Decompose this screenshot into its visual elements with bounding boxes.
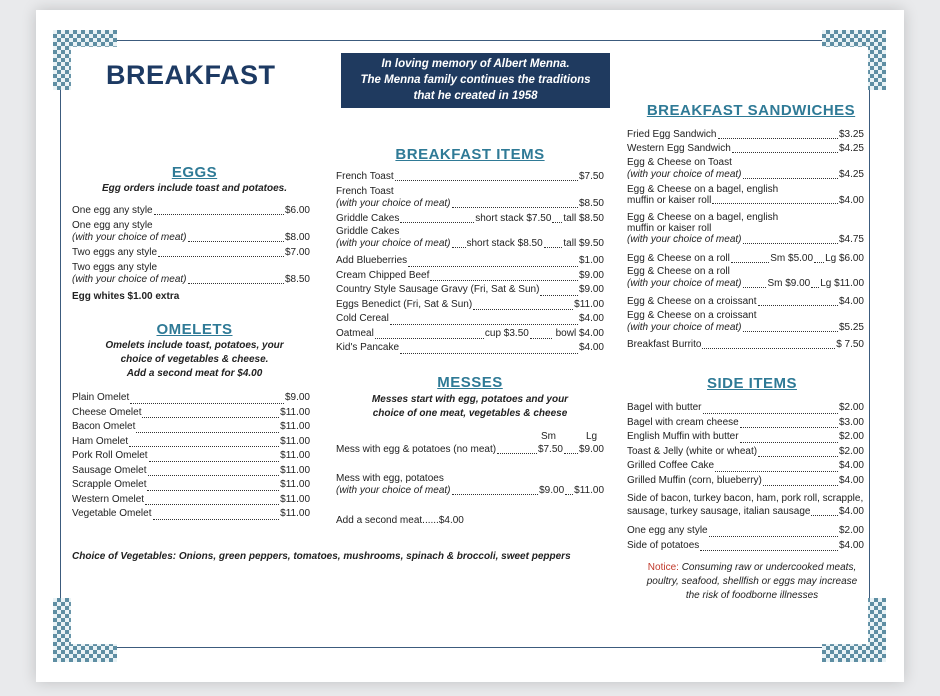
breakfast-items-list — [336, 171, 604, 356]
foodborne-notice — [627, 561, 877, 603]
item-price: $11.00 — [280, 421, 310, 432]
list-item — [336, 186, 604, 210]
list-item — [627, 310, 864, 334]
item-price: $9.00 — [578, 284, 604, 295]
item-note: (with your choice of meat) — [336, 238, 451, 249]
item-price: $5.25 — [838, 322, 864, 333]
item-price: $8.50 — [578, 198, 604, 209]
list-item — [627, 401, 864, 416]
omelets-list — [72, 391, 310, 522]
list-item — [72, 478, 310, 493]
item-price: $4.25 — [838, 143, 864, 154]
item-price: $8.00 — [284, 232, 310, 243]
item-name: French Toast — [336, 171, 394, 182]
item-price: $11.00 — [280, 493, 310, 505]
list-item — [627, 212, 864, 246]
item-note: (with your choice of meat) — [72, 274, 187, 285]
item-price-sm: $9.00 — [539, 485, 565, 496]
item-price: $11.00 — [280, 464, 310, 476]
item-price: $4.00 — [838, 296, 864, 307]
list-item — [336, 254, 604, 269]
item-name: Two eggs any style — [72, 247, 158, 258]
item-price: $9.50 — [578, 238, 604, 249]
item-price: $2.00 — [838, 445, 864, 457]
item-name: Bagel with butter — [627, 402, 702, 413]
list-item — [72, 220, 310, 244]
list-item — [336, 473, 604, 497]
memorial-line: The Menna family continues the traditions — [360, 74, 591, 86]
item-price: $4.75 — [838, 234, 864, 245]
item-name: Egg & Cheese on Toast — [627, 157, 732, 168]
list-item — [627, 459, 864, 474]
item-name-cont: muffin or kaiser roll — [627, 195, 712, 206]
item-name: One egg any style — [627, 525, 708, 536]
item-name: Cold Cereal — [336, 313, 389, 324]
size-sm-label: Sm — [541, 431, 556, 442]
item-price-lg: $11.00 — [574, 485, 604, 496]
eggs-subtitle: Egg orders include toast and potatoes. — [101, 183, 288, 194]
item-price: $11.00 — [280, 450, 310, 461]
item-price: $11.00 — [280, 508, 310, 519]
messes-list — [336, 444, 604, 527]
list-item — [627, 539, 864, 554]
item-note: (with your choice of meat) — [627, 169, 742, 180]
item-name: One egg any style — [72, 205, 153, 216]
item-option: short stack $8.50 — [466, 238, 543, 249]
item-name: Sausage Omelet — [72, 464, 147, 476]
egg-whites-extra: Egg whites $1.00 extra — [72, 291, 180, 302]
item-name: Egg & Cheese on a bagel, english — [627, 212, 779, 223]
item-price: $6.00 — [284, 205, 310, 216]
item-price: $11.00 — [280, 435, 310, 447]
item-name: Kid's Pancake — [336, 342, 400, 353]
item-option: Lg — [825, 253, 837, 264]
item-name: Toast & Jelly (white or wheat) — [627, 445, 758, 457]
list-item — [336, 171, 604, 183]
list-item — [336, 312, 604, 327]
item-name: Cream Chipped Beef — [336, 269, 430, 281]
item-name: Ham Omelet — [72, 435, 129, 447]
item-option: Sm $5.00 — [770, 253, 814, 264]
omelets-title: OMELETS — [156, 321, 233, 338]
size-lg-label: Lg — [586, 431, 598, 442]
item-name: Egg & Cheese on a roll — [627, 253, 730, 264]
item-name: Mess with egg & potatoes (no meat) — [336, 444, 497, 455]
item-price: $11.00 — [280, 479, 310, 490]
menu-title: BREAKFAST — [106, 60, 276, 90]
item-option: tall — [563, 238, 577, 249]
side-items-list — [627, 401, 864, 553]
omelets-subtitle — [72, 339, 317, 381]
item-name: Country Style Sausage Gravy (Fri, Sat & Sun) — [336, 284, 540, 295]
item-name: Bagel with cream cheese — [627, 416, 739, 428]
item-option: Lg — [820, 278, 832, 289]
list-item — [336, 226, 604, 250]
item-price: $11.00 — [574, 298, 604, 310]
item-name: Side of bacon, turkey bacon, ham, pork roll, scrapple, — [627, 493, 864, 504]
item-name: French Toast — [336, 186, 394, 197]
item-option: cup $3.50 — [484, 327, 529, 339]
item-name: Western Omelet — [72, 493, 145, 505]
list-item — [627, 266, 864, 290]
list-item — [627, 184, 864, 206]
notice-line: poultry, seafood, shellfish or eggs may increase — [646, 576, 858, 587]
list-item — [72, 420, 310, 435]
list-item — [627, 129, 864, 141]
subtitle-line: Add a second meat for $4.00 — [126, 368, 263, 379]
list-item — [72, 205, 310, 217]
messes-title: MESSES — [437, 374, 503, 391]
list-item — [72, 391, 310, 406]
item-note: (with your choice of meat) — [336, 485, 451, 496]
notice-line: Consuming raw or undercooked meats, — [681, 562, 857, 573]
list-item — [627, 157, 864, 181]
item-name: Side of potatoes — [627, 539, 700, 551]
list-item — [336, 269, 604, 284]
item-name: Egg & Cheese on a croissant — [627, 296, 757, 307]
memorial-line: that he created in 1958 — [413, 90, 538, 102]
item-price: $9.00 — [578, 269, 604, 281]
item-price: $8.50 — [578, 213, 604, 224]
list-item — [627, 474, 864, 489]
list-item — [72, 449, 310, 464]
item-name: Cheese Omelet — [72, 406, 142, 418]
item-price: $4.00 — [838, 460, 864, 471]
list-item — [627, 296, 864, 308]
item-price: $3.25 — [838, 129, 864, 140]
sandwiches-title: BREAKFAST SANDWICHES — [646, 102, 856, 119]
item-price: $2.00 — [838, 402, 864, 413]
item-price: $4.00 — [578, 313, 604, 324]
item-name-cont: muffin or kaiser roll — [627, 223, 712, 234]
item-name: Plain Omelet — [72, 392, 130, 403]
vegetables-note: Choice of Vegetables: Onions, green peppers, tomatoes, mushrooms, spinach & broccoli, sweet peppers — [72, 551, 571, 562]
item-note: (with your choice of meat) — [336, 198, 451, 209]
messes-subtitle — [336, 393, 604, 421]
item-price: $4.00 — [578, 327, 604, 339]
list-item — [627, 492, 864, 518]
item-price: $2.00 — [838, 431, 864, 442]
item-name: Griddle Cakes — [336, 213, 400, 224]
item-price: $4.00 — [838, 539, 864, 551]
item-note: (with your choice of meat) — [72, 232, 187, 243]
breakfast-items-title: BREAKFAST ITEMS — [395, 146, 545, 163]
list-item — [627, 339, 864, 351]
item-option: short stack $7.50 — [475, 213, 552, 224]
notice-label: Notice: — [647, 562, 679, 573]
list-item — [72, 464, 310, 479]
item-price: $7.00 — [284, 247, 310, 258]
list-item — [336, 283, 604, 298]
item-name: Bacon Omelet — [72, 421, 136, 432]
list-item — [72, 507, 310, 522]
list-item — [627, 143, 864, 155]
list-item — [627, 253, 864, 265]
memorial-banner — [341, 53, 610, 108]
item-name: Scrapple Omelet — [72, 479, 147, 490]
sandwiches-list — [627, 129, 864, 351]
item-name: Pork Roll Omelet — [72, 450, 148, 461]
item-name: Mess with egg, potatoes — [336, 473, 444, 484]
list-item — [336, 341, 604, 356]
item-price: $3.00 — [838, 416, 864, 428]
list-item — [627, 430, 864, 445]
list-item — [336, 444, 604, 456]
item-note: (with your choice of meat) — [627, 322, 742, 333]
list-item — [72, 493, 310, 508]
item-name: Breakfast Burrito — [627, 339, 702, 350]
item-name: Oatmeal — [336, 327, 374, 339]
side-items-title: SIDE ITEMS — [706, 375, 797, 392]
item-price: $4.25 — [838, 169, 864, 180]
item-name: Western Egg Sandwich — [627, 143, 731, 154]
item-name: Egg & Cheese on a roll — [627, 266, 730, 277]
item-price: $4.00 — [838, 474, 864, 486]
list-item — [72, 262, 310, 286]
subtitle-line: Messes start with egg, potatoes and your — [371, 394, 569, 405]
item-price: $7.50 — [578, 171, 604, 182]
list-item — [336, 298, 604, 313]
item-name: Eggs Benedict (Fri, Sat & Sun) — [336, 298, 473, 310]
item-price: $11.00 — [280, 406, 310, 418]
notice-line: the risk of foodborne illnesses — [685, 590, 819, 601]
item-price: $4.00 — [838, 195, 864, 206]
subtitle-line: choice of vegetables & cheese. — [120, 354, 269, 365]
item-name: Fried Egg Sandwich — [627, 129, 717, 140]
item-name-cont: sausage, turkey sausage, italian sausage — [627, 506, 811, 517]
item-price: $4.00 — [578, 342, 604, 353]
item-price: $6.00 — [838, 253, 864, 264]
eggs-list — [72, 205, 310, 303]
memorial-line: In loving memory of Albert Menna. — [381, 58, 570, 70]
item-note: (with your choice of meat) — [627, 234, 742, 245]
list-item — [336, 327, 604, 342]
item-name: Grilled Coffee Cake — [627, 460, 715, 471]
item-note: (with your choice of meat) — [627, 278, 742, 289]
list-item — [627, 524, 864, 539]
list-item — [627, 416, 864, 431]
item-name: One egg any style — [72, 220, 153, 231]
item-price: $9.00 — [284, 392, 310, 403]
item-price: $4.00 — [838, 506, 864, 517]
item-price: $1.00 — [578, 255, 604, 266]
item-price-sm: $7.50 — [537, 444, 563, 455]
item-name: English Muffin with butter — [627, 431, 739, 442]
list-item — [72, 406, 310, 421]
list-item — [72, 435, 310, 450]
item-name: Egg & Cheese on a bagel, english — [627, 184, 779, 195]
item-name: Grilled Muffin (corn, blueberry) — [627, 474, 762, 486]
eggs-title: EGGS — [171, 164, 218, 181]
item-name: Vegetable Omelet — [72, 508, 152, 519]
item-price-lg: $9.00 — [578, 444, 604, 455]
item-name: Griddle Cakes — [336, 226, 400, 237]
item-name: Add Blueberries — [336, 255, 408, 266]
item-price: $ 7.50 — [836, 339, 864, 350]
item-price: $8.50 — [284, 274, 310, 285]
subtitle-line: Omelets include toast, potatoes, your — [105, 340, 284, 351]
list-item — [627, 445, 864, 460]
list-item — [336, 213, 604, 225]
item-name: Two eggs any style — [72, 262, 158, 273]
subtitle-line: choice of one meat, vegetables & cheese — [372, 408, 568, 419]
item-price: $2.00 — [838, 525, 864, 536]
item-price: $11.00 — [834, 278, 864, 289]
item-option: bowl — [555, 327, 577, 339]
add-second-meat: Add a second meat......$4.00 — [336, 515, 464, 526]
item-option: tall — [563, 213, 577, 224]
item-name: Egg & Cheese on a croissant — [627, 310, 757, 321]
list-item — [72, 247, 310, 259]
item-option: Sm $9.00 — [767, 278, 811, 289]
